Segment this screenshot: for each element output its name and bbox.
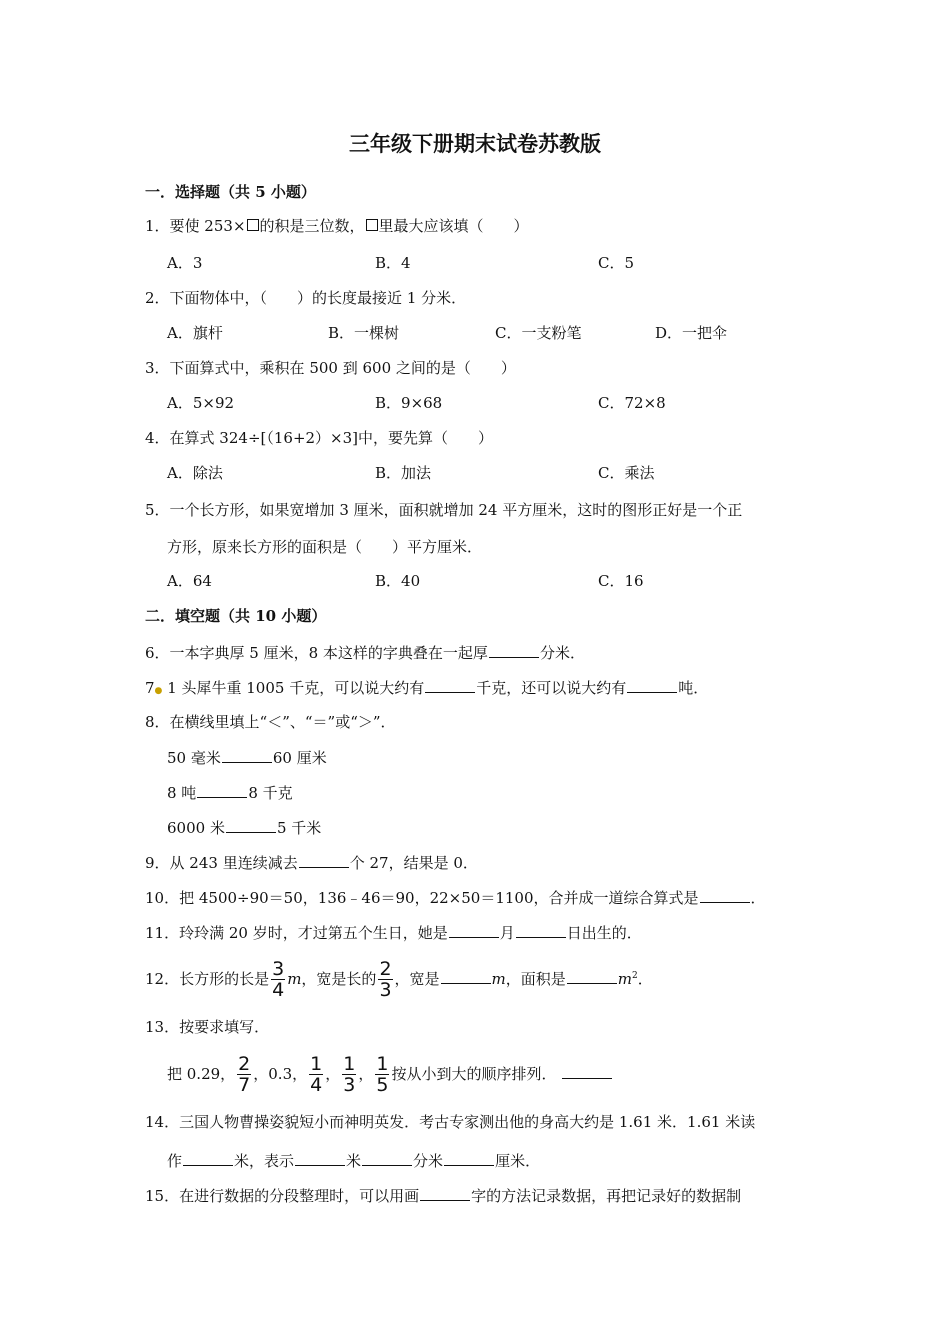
answer-blank <box>420 1185 470 1201</box>
answer-blank <box>295 1150 345 1166</box>
dot-mark-icon: ● <box>154 686 163 696</box>
q8-row-3: 6000 米 5 千米 <box>167 819 322 837</box>
fraction-one-third: $\frac{1}{3}$ <box>343 1053 356 1096</box>
fraction-one-fifth: $\frac{1}{5}$ <box>376 1053 389 1096</box>
q13-sort-line: 把 0.29， $\frac{2}{7}$ ，0.3， $\frac{1}{4}$ ， $\frac{1}{3}$ ， $\frac{1}{5}$ 按从小到大的顺序排列． <box>167 1053 613 1095</box>
answer-blank <box>516 922 566 938</box>
answer-blank <box>489 642 539 658</box>
question-3: 3．下面算式中，乘积在 500 到 600 之间的是（ ） <box>145 359 516 377</box>
q1-option-a: A．3 <box>167 254 203 272</box>
fraction-two-sevenths: $\frac{2}{7}$ <box>238 1053 251 1096</box>
q2-option-a: A．旗杆 <box>167 324 223 342</box>
answer-blank <box>567 968 617 984</box>
empty-box-icon <box>247 219 259 231</box>
question-11: 11．玲玲满 20 岁时，才过第五个生日，她是 月 日出生的． <box>145 924 642 942</box>
page-title: 三年级下册期末试卷苏教版 <box>349 131 601 156</box>
q8-row-2: 8 吨 8 千克 <box>167 784 293 802</box>
q5-option-a: A．64 <box>167 572 212 590</box>
q4-option-b: B．加法 <box>375 464 432 482</box>
answer-blank <box>441 968 491 984</box>
question-6: 6．一本字典厚 5 厘米，8 本这样的字典叠在一起厚 分米． <box>145 644 585 662</box>
question-1: 1．要使 253× 的积是三位数， 里最大应该填（ ） <box>145 217 529 235</box>
q8-row-1: 50 毫米 60 厘米 <box>167 749 327 767</box>
question-14-line-2: 作 米，表示 米 分米 厘米． <box>167 1152 541 1170</box>
question-5-line-2: 方形，原来长方形的面积是（ ）平方厘米． <box>167 538 483 556</box>
answer-blank <box>222 747 272 763</box>
question-12: 12．长方形的长是 $\frac{3}{4}$ m，宽是长的 $\frac{2}{3}$ ，宽是 m，面积是 $m^2$． <box>145 958 653 1001</box>
question-10: 10．把 4500÷90＝50，136﹣46＝90，22×50＝1100，合并成一道综合算式是 ． <box>145 889 766 907</box>
fraction-one-quarter: $\frac{1}{4}$ <box>310 1053 323 1096</box>
q5-option-c: C．16 <box>598 572 644 590</box>
q5-option-b: B．40 <box>375 572 421 590</box>
q4-option-c: C．乘法 <box>598 464 655 482</box>
answer-blank <box>197 782 247 798</box>
section-choice-heading: 一．选择题（共 5 小题） <box>145 183 316 201</box>
answer-blank <box>299 852 349 868</box>
empty-box-icon <box>366 219 378 231</box>
q1-option-b: B．4 <box>375 254 411 272</box>
question-13: 13．按要求填写． <box>145 1018 270 1036</box>
q1-option-c: C．5 <box>598 254 635 272</box>
question-9: 9．从 243 里连续减去 个 27，结果是 0． <box>145 854 478 872</box>
answer-blank <box>425 677 475 693</box>
question-8: 8．在横线里填上“＜”、“＝”或“＞”． <box>145 713 396 731</box>
q2-option-c: C．一支粉笔 <box>495 324 582 342</box>
question-2: 2．下面物体中，（ ）的长度最接近 1 分米． <box>145 289 467 307</box>
answer-blank <box>444 1150 494 1166</box>
answer-blank <box>226 817 276 833</box>
q2-option-b: B．一棵树 <box>328 324 400 342</box>
q2-option-d: D．一把伞 <box>655 324 728 342</box>
answer-blank <box>700 887 750 903</box>
q3-option-b: B．9×68 <box>375 394 443 412</box>
answer-blank <box>183 1150 233 1166</box>
question-7: 7● 1 头犀牛重 1005 千克，可以说大约有 千克，还可以说大约有 吨． <box>145 679 709 697</box>
question-14-line-1: 14．三国人物曹操姿貌短小而神明英发．考古专家测出他的身高大约是 1.61 米．1.61 米读 <box>145 1113 756 1131</box>
q3-option-a: A．5×92 <box>167 394 235 412</box>
question-4: 4．在算式 324÷[（16+2）×3]中，要先算（ ） <box>145 429 494 447</box>
q3-option-c: C．72×8 <box>598 394 666 412</box>
answer-blank <box>562 1063 612 1079</box>
answer-blank <box>362 1150 412 1166</box>
question-5-line-1: 5．一个长方形，如果宽增加 3 厘米，面积就增加 24 平方厘米，这时的图形正好是一个正 <box>145 501 743 519</box>
answer-blank <box>627 677 677 693</box>
fraction-two-thirds: $\frac{2}{3}$ <box>379 958 392 1001</box>
answer-blank <box>449 922 499 938</box>
fraction-three-quarters: $\frac{3}{4}$ <box>272 958 285 1001</box>
q4-option-a: A．除法 <box>167 464 223 482</box>
question-15: 15．在进行数据的分段整理时，可以用画 字的方法记录数据，再把记录好的数据制 <box>145 1187 742 1205</box>
section-fill-heading: 二．填空题（共 10 小题） <box>145 607 327 625</box>
